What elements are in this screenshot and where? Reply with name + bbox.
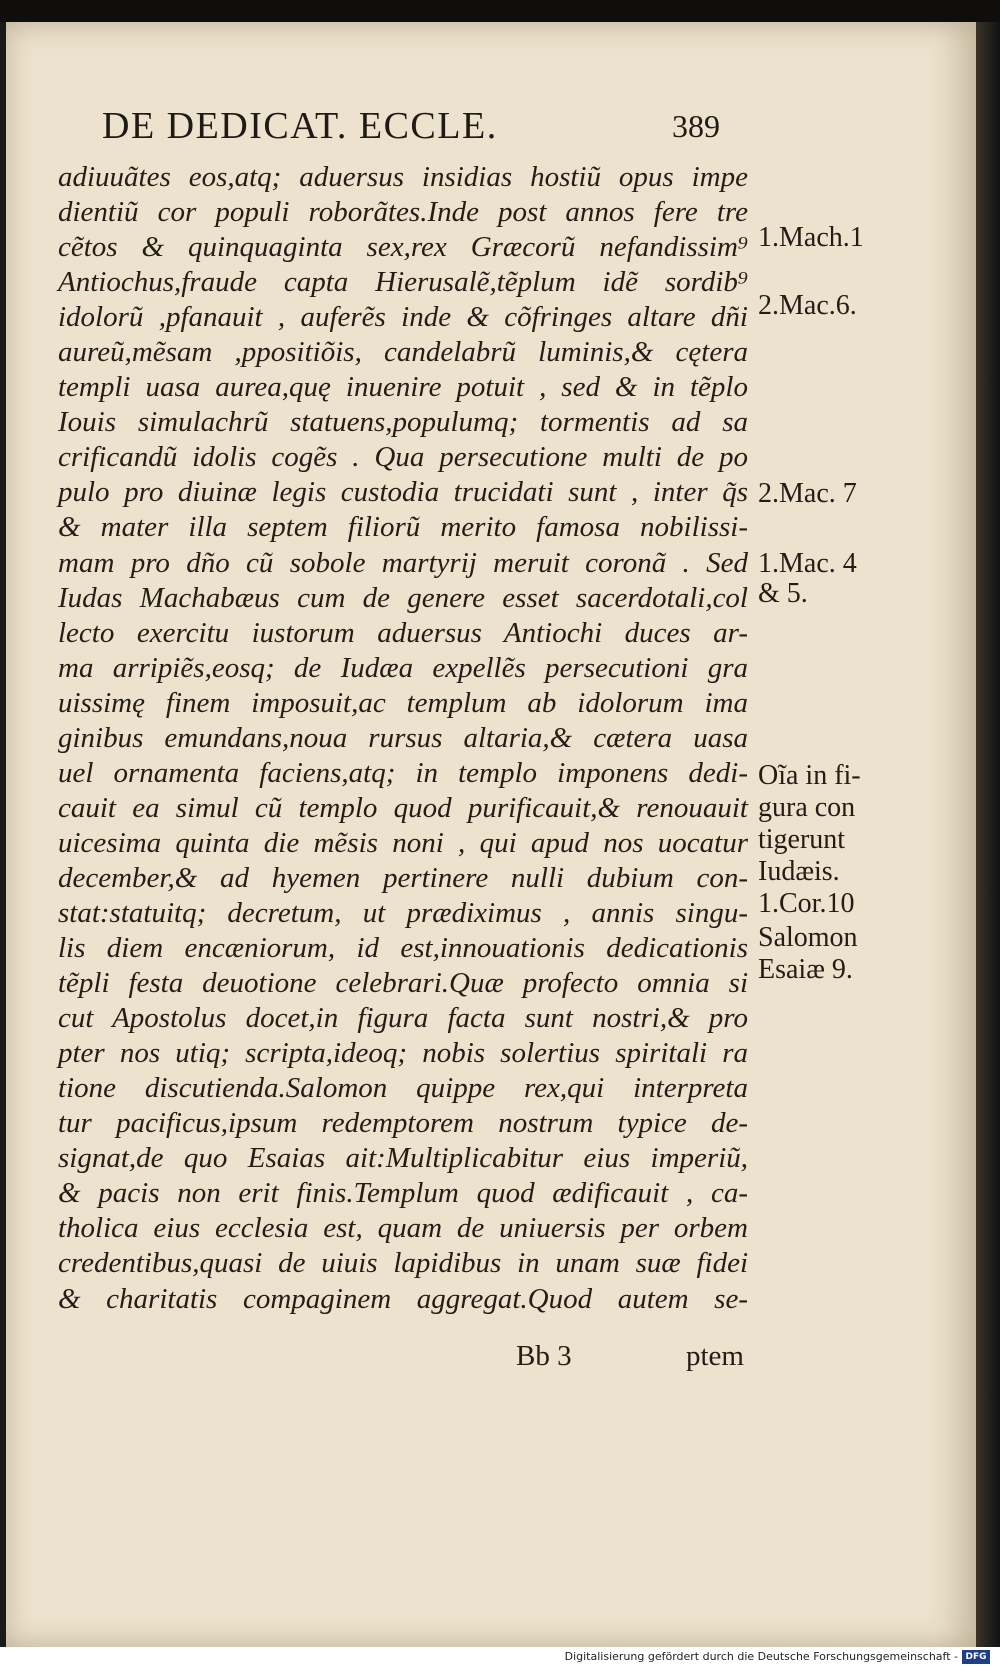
text-line: Iouis simulachrũ statuens,populumq; tormentis ad sa: [58, 406, 748, 439]
text-line: pulo pro diuinæ legis custodia trucidati sunt , inter q̃s: [58, 476, 748, 509]
text-line: signat,de quo Esaias ait:Multiplicabitur eius imperiũ,: [58, 1142, 748, 1175]
margin-note: Salomon: [758, 922, 858, 953]
margin-note: Esaiæ 9.: [758, 954, 853, 985]
text-line: tholica eius ecclesia est, quam de uniuersis per orbem: [58, 1212, 748, 1245]
dfg-logo: DFG: [962, 1650, 990, 1664]
text-line: ma arripiẽs,eosq; de Iudæa expellẽs persecutioni gra: [58, 651, 748, 684]
text-line: aureũ,mẽsam ,ppositiõis, candelabrũ luminis,& cętera: [58, 336, 748, 369]
text-line: december,& ad hyemen pertinere nulli dubium con-: [58, 861, 748, 894]
margin-note: 1.Mach.1: [758, 222, 864, 253]
text-line: ginibus emundans,noua rursus altaria,& cætera uasa: [58, 721, 748, 754]
text-line: tione discutienda.Salomon quippe rex,qui interpreta: [58, 1072, 748, 1105]
margin-note: 2.Mac.6.: [758, 290, 857, 321]
running-head-title: DE DEDICAT. ECCLE.: [102, 105, 498, 147]
catchline: [506, 1340, 756, 1380]
text-line: Iudas Machabæus cum de genere esset sacerdotali,col: [58, 581, 748, 614]
text-line: tẽpli festa deuotione celebrari.Quæ profecto omnia si: [58, 967, 748, 1000]
text-line: uissimę finem imposuit,ac templum ab idolorum ima: [58, 686, 748, 719]
margin-note: tigerunt: [758, 824, 846, 855]
signature-mark: Bb 3: [516, 1340, 572, 1372]
text-line: templi uasa aurea,quę inuenire potuit , sed & in tẽplo: [58, 371, 748, 404]
text-line: mam pro dño cũ sobole martyrij meruit coronã . Sed: [58, 546, 748, 579]
funding-credit: Digitalisierung gefördert durch die Deutsche Forschungsgemeinschaft -: [564, 1650, 958, 1663]
text-line: crificandũ idolis cogẽs . Qua persecutione multi de po: [58, 441, 748, 474]
catchword: ptem: [686, 1340, 744, 1372]
margin-note: gura con: [758, 792, 856, 823]
scan-border-top: [0, 0, 1000, 22]
book-page: [6, 22, 976, 1647]
text-line: cẽtos & quinquaginta sex,rex Græcorũ nefandissim⁹: [58, 231, 748, 264]
text-line: & pacis non erit finis.Templum quod ædificauit , ca-: [58, 1177, 748, 1210]
text-line: & mater illa septem filiorũ merito famosa nobilissi-: [58, 511, 748, 544]
page-edge-shadow: [976, 22, 1000, 1647]
margin-note: & 5.: [758, 578, 808, 609]
text-line: pter nos utiq; scripta,ideoq; nobis solertius spiritali ra: [58, 1037, 748, 1070]
text-line: idolorũ ,pfanauit , auferẽs inde & cõfringes altare dñi: [58, 301, 748, 334]
text-line: tur pacificus,ipsum redemptorem nostrum typice de-: [58, 1107, 748, 1140]
text-line: uel ornamenta faciens,atq; in templo imponens dedi-: [58, 756, 748, 789]
footer-strip: [0, 1647, 1000, 1668]
running-head: [102, 104, 762, 154]
text-line: stat:statuitq; decretum, ut prædiximus , annis singu-: [58, 896, 748, 929]
text-line: dientiũ cor populi roborãtes.Inde post annos fere tre: [58, 196, 748, 229]
text-line: cut Apostolus docet,in figura facta sunt nostri,& pro: [58, 1002, 748, 1035]
text-line: lis diem encæniorum, id est,innouationis dedicationis: [58, 932, 748, 965]
page-number: 389: [672, 108, 720, 144]
margin-note: 1.Cor.10: [758, 888, 855, 919]
margin-note: 2.Mac. 7: [758, 478, 857, 509]
text-line: adiuuãtes eos,atq; aduersus insidias hostiũ opus impe: [58, 161, 748, 193]
text-line: & charitatis compaginem aggregat.Quod autem se-: [58, 1282, 748, 1315]
body-text: [58, 160, 748, 1317]
margin-note: 1.Mac. 4: [758, 548, 857, 579]
text-line: lecto exercitu iustorum aduersus Antiochi duces ar-: [58, 616, 748, 649]
margin-note: Oĩa in fi-: [758, 760, 861, 791]
text-line: cauit ea simul cũ templo quod purificauit,& renouauit: [58, 791, 748, 824]
text-line: uicesima quinta die mẽsis noni , qui apud nos uocatur: [58, 826, 748, 859]
text-line: credentibus,quasi de uiuis lapidibus in unam suæ fidei: [58, 1247, 748, 1280]
text-line: Antiochus,fraude capta Hierusalẽ,tẽplum idẽ sordib⁹: [58, 266, 748, 299]
margin-note: Iudæis.: [758, 856, 840, 887]
